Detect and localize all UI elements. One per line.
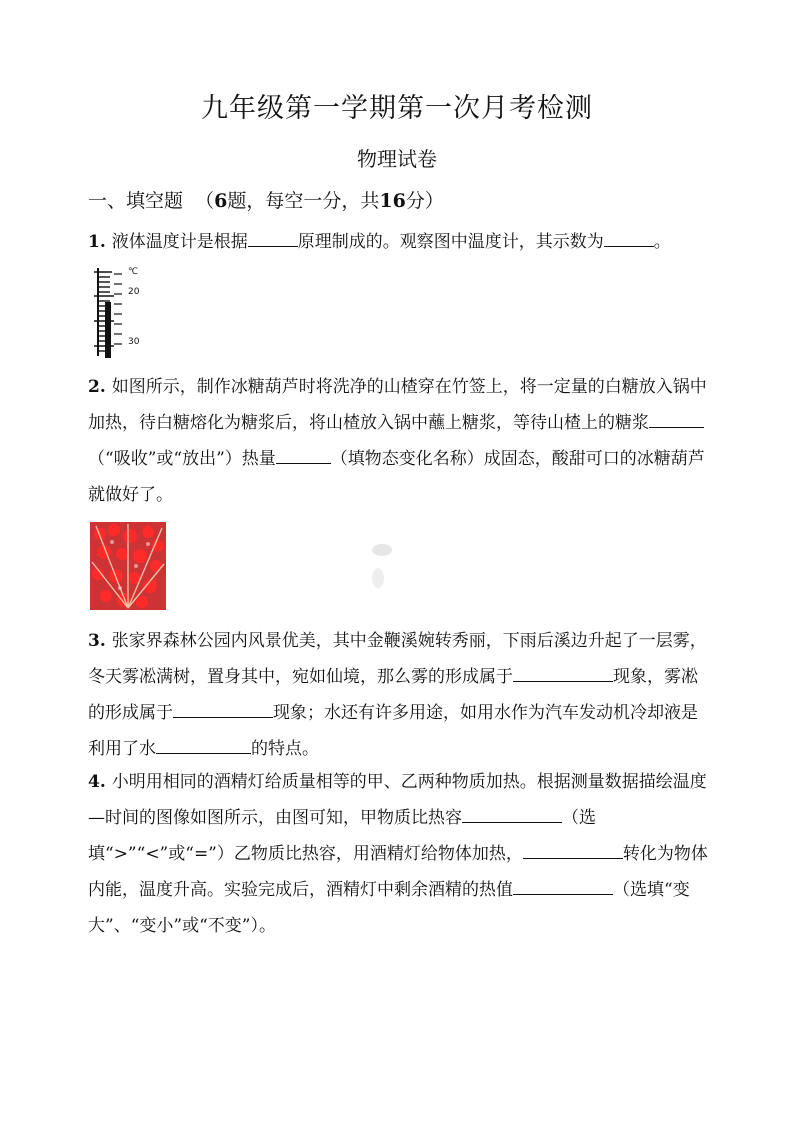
answer-blank: [513, 874, 613, 895]
question-1: [88, 224, 718, 260]
answer-blank: [523, 838, 623, 859]
question-text: 液体温度计是根据: [111, 232, 248, 252]
section-info-close: 分）: [405, 190, 444, 212]
question-text: （填物态变化名称）成固态，酸甜可口的冰糖葫芦就做好了。: [88, 449, 705, 505]
question-text: 原理制成的。观察图中温度计，其示数为: [297, 232, 604, 252]
candied-hawthorn-photo: [90, 522, 166, 610]
question-number: 2.: [88, 377, 106, 397]
answer-blank: [173, 697, 273, 718]
question-2: [88, 369, 708, 513]
question-number: 1.: [88, 232, 106, 252]
answer-blank: [604, 226, 654, 247]
question-text: 小明用相同的酒精灯给质量相等的甲、乙两种物质加热。根据测量数据描绘温度—时间的图像如图所示，由图可知，甲物质比热容: [88, 772, 707, 828]
question-text: （选填“变大”、“变小”或“不变”）。: [88, 880, 690, 936]
question-text: 。: [653, 232, 671, 252]
question-4: [88, 764, 708, 944]
question-number: 3.: [88, 631, 106, 651]
page-title: 九年级第一学期第一次月考检测: [201, 93, 593, 124]
section-info-mid: 题，每空一分，共: [227, 190, 380, 212]
answer-blank: [649, 407, 704, 428]
question-text: 转化为物体内能，温度升高。实验完成后，酒精灯中剩余酒精的热值: [88, 844, 708, 900]
section-total-score: 16: [379, 190, 406, 212]
question-text: 张家界森林公园内风景优美，其中金鞭溪婉转秀丽，下雨后溪边升起了一层雾，冬天雾凇满树，置身其中，宛如仙境，那么雾的形成属于: [88, 631, 707, 687]
answer-blank: [156, 733, 251, 754]
answer-blank: [276, 443, 331, 464]
faint-scan-mark: [360, 530, 404, 600]
page-subtitle: 物理试卷: [357, 147, 437, 171]
question-3: [88, 623, 708, 767]
answer-blank: [462, 802, 562, 823]
section-info-open: （: [195, 190, 215, 212]
thermometer-liquid: [105, 302, 111, 358]
question-text: 的特点。: [251, 739, 319, 759]
section-title: 一、填空题: [88, 190, 184, 212]
question-text: （选填“>”“<”或“=”）乙物质比热容，用酒精灯给物体加热，: [88, 808, 596, 864]
thermometer-unit: ℃: [128, 267, 139, 277]
answer-blank: [513, 661, 613, 682]
question-text: 如图所示，制作冰糖葫芦时将洗净的山楂穿在竹签上，将一定量的白糖放入锅中加热，待白糖熔化为糖浆后，将山楂放入锅中蘸上糖浆，等待山楂上的糖浆: [88, 377, 707, 433]
thermometer-scale-right: [114, 274, 122, 344]
section-heading: [88, 186, 444, 213]
thermometer-tick-label: 30: [128, 337, 140, 347]
section-question-count: 6: [214, 190, 228, 212]
thermometer-figure: [90, 264, 160, 360]
thermometer-tick-label: 20: [128, 287, 140, 297]
question-text: 现象，雾凇的形成属于: [88, 667, 698, 723]
question-number: 4.: [88, 772, 106, 792]
question-text: （“吸收”或“放出”）热量: [88, 449, 276, 469]
answer-blank: [248, 226, 298, 247]
question-text: 现象；水还有许多用途，如用水作为汽车发动机冷却液是利用了水: [88, 703, 698, 759]
